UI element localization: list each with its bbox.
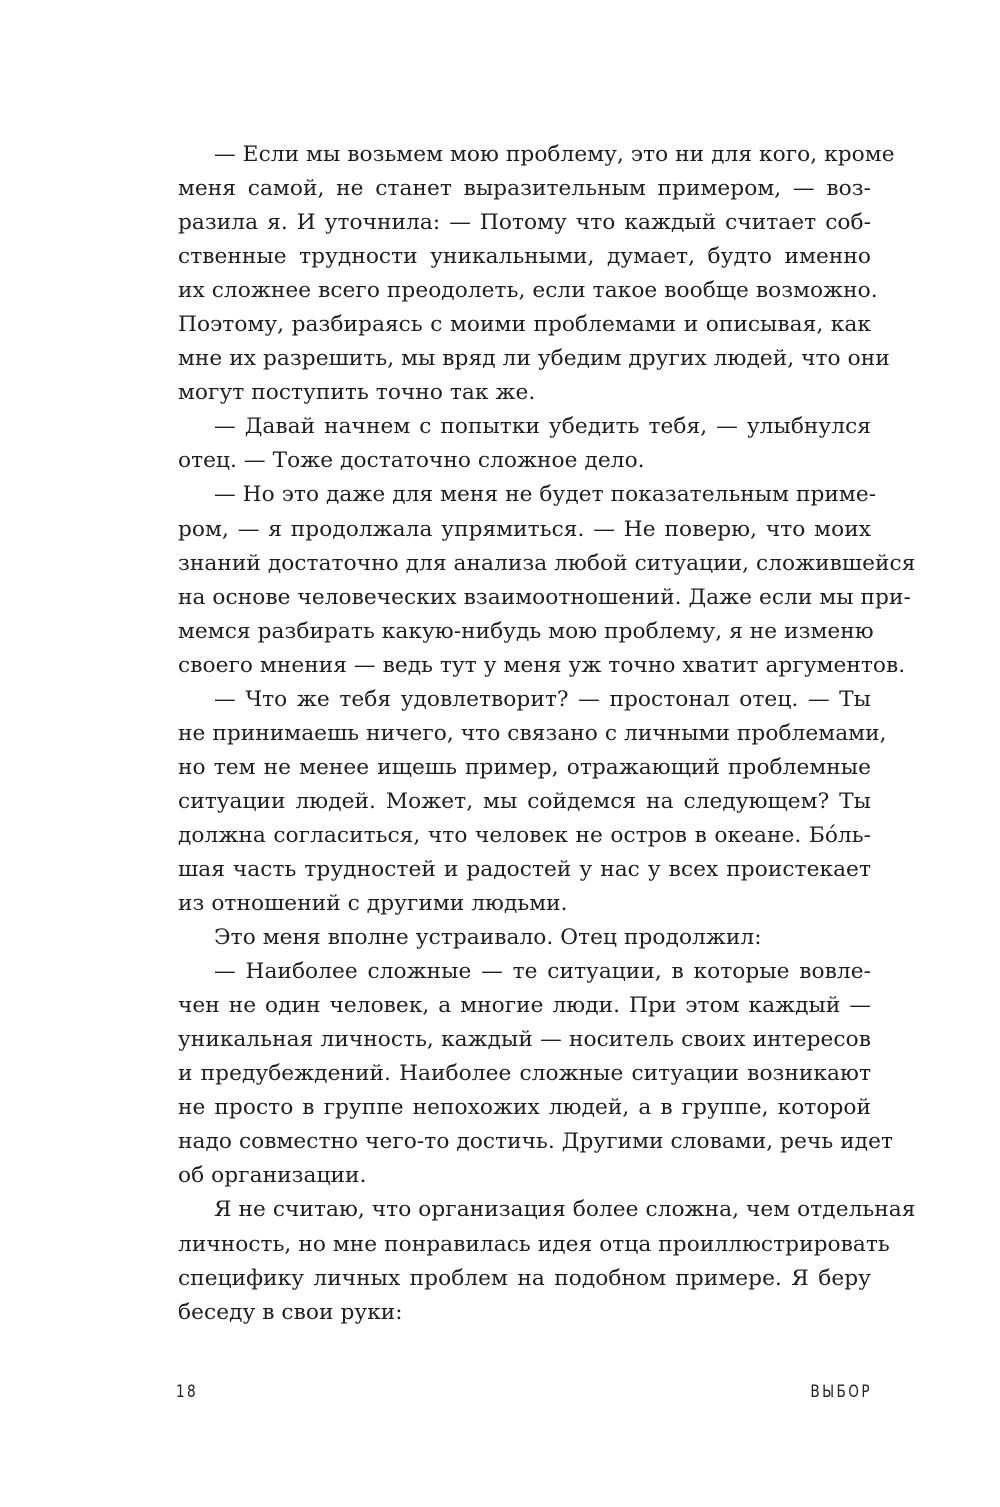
text-line: разила я. И уточнила: — Потому что каждый считает соб-: [178, 210, 871, 236]
text-line: своего мнения — ведь тут у меня уж точно хватит аргументов.: [178, 652, 906, 678]
running-title: ВЫБОР: [810, 1382, 872, 1402]
text-line: — Что же тебя удовлетворит? — простонал отец. — Ты: [214, 686, 871, 712]
text-line: мне их разрешить, мы вряд ли убедим других людей, что они: [178, 346, 890, 372]
text-line: должна согласиться, что человек не остров в океане. Бо́ль-: [178, 822, 871, 848]
text-line: — Давай начнем с попытки убедить тебя, — улыбнулся: [214, 414, 871, 440]
text-line: надо совместно чего-то достичь. Другими словами, речь идет: [178, 1129, 894, 1155]
text-line: — Если мы возьмем мою проблему, это ни для кого, кроме: [214, 142, 895, 167]
text-line: не принимаешь ничего, что связано с личными проблемами,: [178, 720, 887, 746]
text-line: Я не считаю, что организация более сложна, чем отдельная: [214, 1197, 916, 1223]
page-text-block: [178, 138, 916, 1330]
text-line: их сложнее всего преодолеть, если такое вообще возможно.: [178, 278, 878, 304]
text-line: и предубеждений. Наиболее сложные ситуации возникают: [178, 1061, 871, 1087]
text-line: уникальная личность, каждый — носитель своих интересов: [178, 1027, 871, 1053]
text-line: на основе человеческих взаимоотношений. Даже если мы при-: [178, 584, 911, 610]
text-line: меня самой, не станет выразительным примером, — воз-: [178, 176, 871, 202]
text-line: не просто в группе непохожих людей, а в группе, которой: [178, 1095, 871, 1121]
text-line: ственные трудности уникальными, думает, будто именно: [178, 244, 871, 270]
text-line: ром, — я продолжала упрямиться. — Не поверю, что моих: [178, 516, 871, 542]
text-line: — Наиболее сложные — те ситуации, в которые вовле-: [214, 959, 871, 985]
text-line: знаний достаточно для анализа любой ситуации, сложившейся: [178, 550, 916, 576]
text-line: беседу в свои руки:: [178, 1299, 403, 1325]
text-line: Это меня вполне устраивало. Отец продолжил:: [214, 925, 762, 951]
text-line: отец. — Тоже достаточно сложное дело.: [178, 448, 645, 474]
text-line: но тем не менее ищешь пример, отражающий проблемные: [178, 754, 871, 780]
text-line: об организации.: [178, 1163, 367, 1189]
page-number: 18: [176, 1382, 199, 1402]
text-line: мемся разбирать какую-нибудь мою проблему, я не изменю: [178, 618, 874, 644]
text-line: специфику личных проблем на подобном примере. Я беру: [178, 1265, 871, 1291]
text-line: — Но это даже для меня не будет показательным приме-: [214, 482, 877, 508]
text-line: из отношений с другими людьми.: [178, 891, 568, 917]
text-line: шая часть трудностей и радостей у нас у всех проистекает: [178, 856, 871, 882]
text-line: могут поступить точно так же.: [178, 380, 536, 406]
text-line: личность, но мне понравилась идея отца проиллюстрировать: [178, 1231, 890, 1257]
text-line: чен не один человек, а многие люди. При этом каждый —: [178, 993, 871, 1019]
text-line: Поэтому, разбираясь с моими проблемами и описывая, как: [178, 312, 871, 338]
text-line: ситуации людей. Может, мы сойдемся на следующем? Ты: [178, 788, 871, 814]
